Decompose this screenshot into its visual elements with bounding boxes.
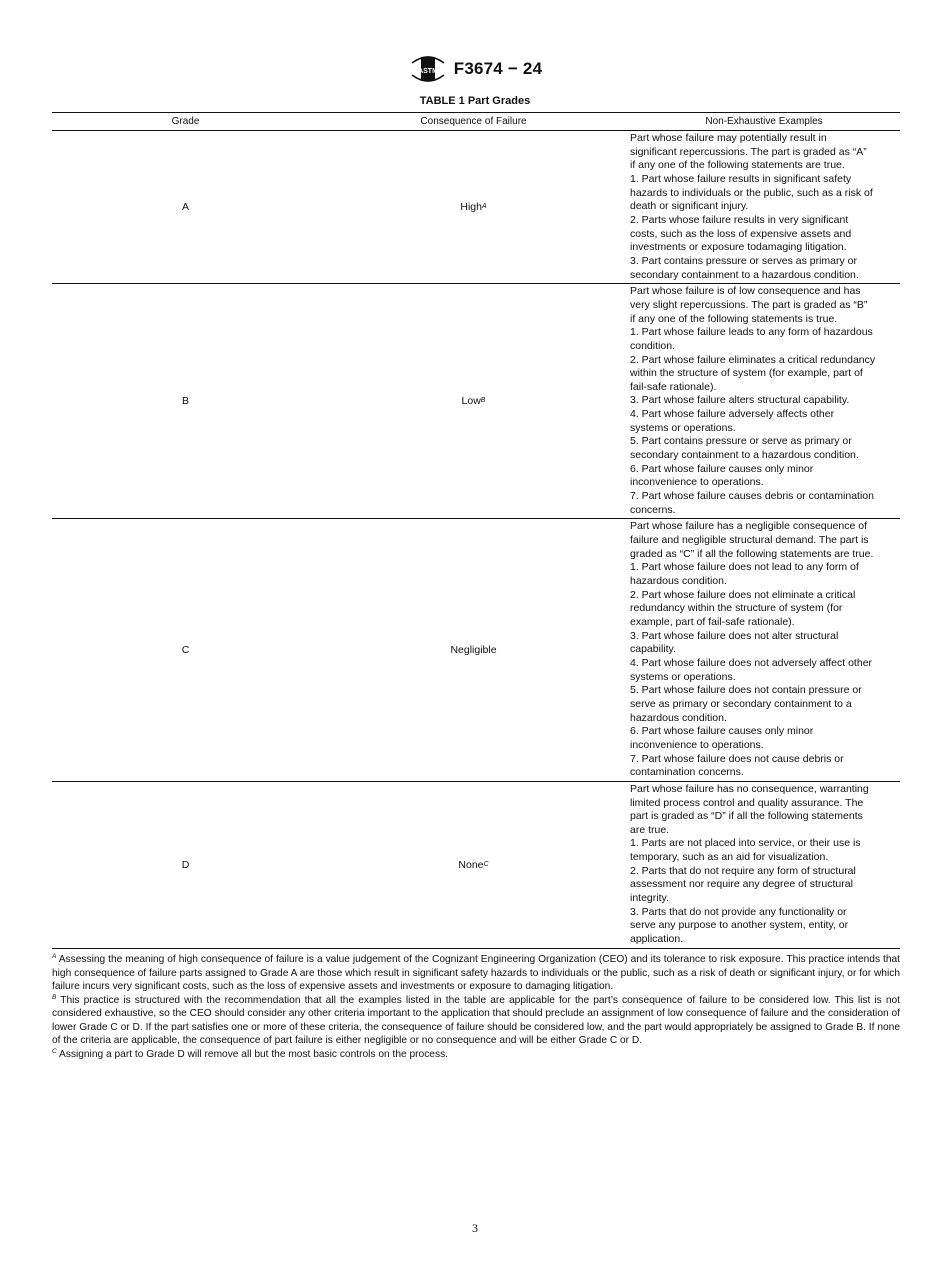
example-line: integrity. [630, 892, 669, 905]
example-line: very slight repercussions. The part is graded as “B” [630, 298, 868, 311]
examples-cell [628, 131, 900, 283]
example-line: within the structure of system (for example, part of [630, 367, 863, 380]
examples-cell [628, 284, 900, 518]
example-line: 3. Part whose failure does not alter structural [630, 629, 839, 642]
grade-cell: D [181, 858, 190, 871]
example-line: limited process control and quality assurance. The [630, 796, 864, 809]
footnote-text: Assigning a part to Grade D will remove all but the most basic controls on the process. [58, 1048, 448, 1060]
example-line: condition. [630, 339, 675, 352]
example-line: 3. Part contains pressure or serves as primary or [630, 254, 858, 267]
example-line: significant repercussions. The part is graded as “A” [630, 145, 867, 158]
example-line: Part whose failure may potentially result in [630, 132, 827, 144]
example-line: Part whose failure has no consequence, warranting [630, 782, 869, 795]
footnote-mark: C [52, 1047, 57, 1055]
example-line: costs, such as the loss of expensive assets and [630, 227, 852, 240]
example-line: serve any purpose to another system, entity, or [630, 919, 849, 932]
example-line: hazards to individuals or the public, such as a risk of [630, 186, 873, 199]
example-line: inconvenience to operations. [630, 476, 764, 489]
example-line: part is graded as “D” if all the following statements [630, 810, 863, 823]
example-line: redundancy within the structure of system (for [630, 602, 843, 615]
grade-cell: B [181, 395, 189, 408]
example-line: secondary containment to a hazardous condition. [630, 449, 859, 462]
consequence-value: None [458, 858, 484, 871]
table-row-grade-a [52, 131, 900, 284]
example-line: contamination concerns. [630, 766, 744, 779]
example-line: Part whose failure has a negligible consequence of [630, 520, 867, 533]
example-line: 2. Parts that do not require any form of structural [630, 864, 856, 877]
part-grades-table [52, 112, 900, 949]
example-line: graded as “C” if all the following statements are true. [630, 547, 874, 560]
footnote-text: This practice is structured with the recommendation that all the examples listed in the table are applicable for the part’s consequence of failure to be considered low. This list is not considered exhaustive, so the CEO should consider any other criteria important to the application that should preclude an assignment of low consequence of failure and the consideration of lower Grade C or D. If the part satisfies one or more of these criteria, the consequence of failure should be considered low, and the part would appropriately be assigned to Grade B. If none of the criteria are applicable, the consequence of part failure is either negligible or no consequence and will be either Grade C or D. [52, 994, 900, 1047]
document-id: F3674 − 24 [453, 59, 543, 78]
example-line: 4. Part whose failure does not adversely affect other [630, 656, 873, 669]
example-line: 1. Part whose failure results in significant safety [630, 172, 852, 185]
consequence-cell: Low B [461, 395, 486, 408]
footnote-b [52, 994, 900, 1048]
footnote-text: Assessing the meaning of high consequence of failure is a value judgement of the Cognizant Engineering Organization (CEO) and its tolerance to risk exposure. This practice intends that high consequence of failure parts assigned to Grade A are those which result in significant safety hazards to individuals or the public, such as a risk of death or significant injury, or for which failure incurs very significant costs, such as the loss of expensive assets and investments or exposure to damaging litigation. [52, 954, 900, 993]
table-footnotes [52, 953, 900, 1061]
example-line: systems or operations. [630, 421, 736, 434]
example-line: 7. Part whose failure does not cause debris or [630, 752, 844, 765]
table-row-grade-d [52, 782, 900, 949]
consequence-value: Low [461, 395, 481, 408]
astm-logo-icon [408, 53, 448, 85]
example-line: serve as primary or secondary containment to a [630, 697, 852, 710]
consequence-cell: High A [460, 201, 487, 214]
example-line: hazardous condition. [630, 711, 727, 724]
examples-cell [628, 519, 900, 780]
consequence-cell [319, 519, 628, 780]
examples-cell [628, 782, 900, 948]
example-line: capability. [630, 643, 676, 656]
page-header [0, 52, 950, 86]
example-line: example, part of fail-safe rationale). [630, 615, 795, 628]
table-header-row [52, 113, 900, 131]
example-line: inconvenience to operations. [630, 738, 764, 751]
example-line: 7. Part whose failure causes debris or contamination [630, 490, 874, 503]
example-line: failure and negligible structural demand. The part is [630, 534, 869, 547]
footnote-mark: B [52, 993, 57, 1001]
example-line: 3. Part whose failure alters structural capability. [630, 394, 850, 407]
example-line: 3. Parts that do not provide any functionality or [630, 905, 847, 918]
example-line: 5. Part contains pressure or serve as primary or [630, 435, 852, 448]
table-title: TABLE 1 Part Grades [419, 95, 531, 107]
example-line: 6. Part whose failure causes only minor [630, 462, 814, 475]
column-header-examples: Non-Exhaustive Examples [705, 116, 823, 127]
example-line: 1. Part whose failure leads to any form of hazardous [630, 326, 873, 339]
example-line: 6. Part whose failure causes only minor [630, 725, 814, 738]
example-line: temporary, such as an aid for visualization. [630, 851, 829, 864]
example-line: assessment nor require any degree of structural [630, 878, 853, 891]
example-line: 5. Part whose failure does not contain pressure or [630, 684, 862, 697]
example-line: 1. Parts are not placed into service, or their use is [630, 837, 861, 850]
consequence-value: Negligible [450, 644, 497, 657]
example-line: concerns. [630, 503, 676, 516]
footnote-a [52, 953, 900, 994]
footnote-mark: A [52, 953, 57, 960]
example-line: Part whose failure is of low consequence and has [630, 285, 861, 298]
example-line: are true. [630, 823, 670, 836]
example-line: 2. Parts whose failure results in very significant [630, 213, 849, 226]
example-line: fail-safe rationale). [630, 380, 717, 393]
example-line: 4. Part whose failure adversely affects other [630, 408, 835, 421]
example-line: if any one of the following statements are true. [630, 159, 845, 172]
consequence-cell: None C [458, 858, 489, 871]
example-line: secondary containment to a hazardous condition. [630, 268, 859, 281]
grade-cell: A [181, 201, 189, 214]
column-header-consequence: Consequence of Failure [420, 116, 527, 127]
table-row-grade-b [52, 284, 900, 519]
example-line: 1. Part whose failure does not lead to any form of [630, 561, 859, 574]
example-line: 2. Part whose failure does not eliminate a critical [630, 588, 856, 601]
example-line: if any one of the following statements is true. [630, 312, 838, 325]
column-header-grade: Grade [171, 116, 200, 127]
example-line: hazardous condition. [630, 575, 727, 587]
example-line: death or significant injury. [630, 200, 749, 213]
example-line: investments or exposure todamaging litigation. [630, 241, 847, 254]
consequence-value: High [460, 201, 482, 214]
example-line: application. [630, 933, 684, 946]
page-number: 3 [472, 1221, 478, 1235]
table-row-grade-c [52, 519, 900, 781]
example-line: systems or operations. [630, 670, 736, 683]
grade-cell: C [181, 644, 190, 657]
footnote-c [52, 1048, 900, 1062]
astm-logo-text: ASTM [417, 68, 438, 75]
example-line: 2. Part whose failure eliminates a critical redundancy [630, 353, 876, 366]
